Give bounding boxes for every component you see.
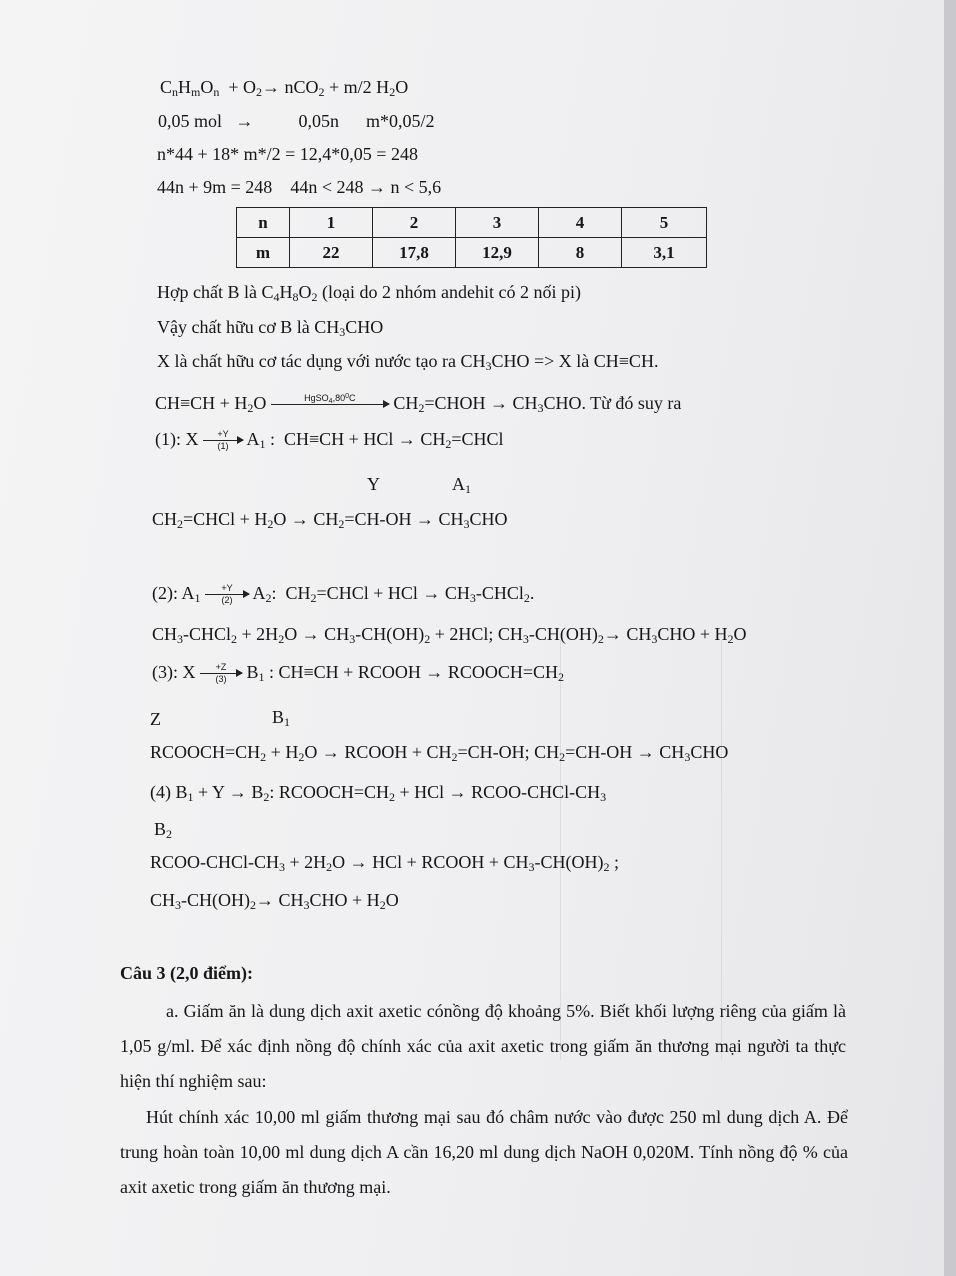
table-cell: 1: [290, 208, 373, 238]
condition-label: $HgSO_4,80^0C$: [304, 393, 356, 406]
table-cell: m: [237, 238, 290, 268]
label-b2: $B_2$: [154, 819, 173, 841]
reaction-3: (3): X $\frac{+Z}{(3)}$ $B_1$ : CH≡CH + RCOOH → $RCOOCH=CH_2$: [152, 662, 565, 685]
arrow-1: [203, 430, 243, 451]
label-b1: $B_1$: [272, 707, 291, 729]
table-cell: 3: [456, 208, 539, 238]
arrow-2: [205, 584, 249, 605]
table-cell: 3,1: [622, 238, 707, 268]
question-3-part-a: a. Giấm ăn là dung dịch axit axetic cónồng độ khoảng 5%. Biết khối lượng riêng của giấm là 1,05 g/ml. Để xác định nồng độ chính xác của axit axetic trong giấm ăn thương mại người ta thực hiện thí nghiệm sau:: [120, 1001, 846, 1091]
question-3-title: Câu 3 (2,0 điểm):: [120, 963, 253, 983]
reaction-2: (2): $A_1$ $\frac{+Y}{(2)}$ $A_2$: $CH_2=CHCl$ + HCl → $CH_3-CHCl_2$.: [152, 583, 535, 606]
reaction-hydration: $CH\equiv CH + H_2O$ $HgSO_4,80^0C$ $CH_2=CHOH \to CH_3CHO$. Từ đó suy ra: [155, 393, 682, 415]
table-row: [237, 238, 707, 268]
arrow-2-top: +Y: [221, 583, 233, 594]
label-a1: $A_1$: [452, 474, 471, 496]
table-cell: 8: [539, 238, 622, 268]
text-compound-b: Hợp chất B là $C_4H_8O_2$ (loại do 2 nhóm andehit có 2 nối pi): [157, 282, 581, 304]
table-cell: n: [237, 208, 290, 238]
reaction-4-cont: RCOO-$CHCl-CH_3 + 2H_2O$ → HCl + RCOOH + $CH_3-CH(OH)_2$ ;: [150, 852, 620, 874]
arrow-1-bottom: (1): [217, 441, 229, 452]
calc-eq: 44n + 9m = 248: [157, 177, 273, 197]
arrow-hydration: [271, 394, 389, 415]
equation-combustion: $C_nH_mO_n + O_2\to nCO_2 + m/2$ $H_2O$: [160, 77, 409, 99]
question-3-experiment: Hút chính xác 10,00 ml giấm thương mại sau đó châm nước vào được 250 ml dung dịch A. Để trung hoàn toàn 10,00 ml dung dịch A cần 16,20 ml dung dịch NaOH 0,020M. Tính nồng độ % của axit axetic trong giấm ăn thương mại.: [120, 1107, 848, 1197]
arrow-2-bottom: (2): [221, 595, 233, 606]
mol-h2o: m*0,05/2: [366, 111, 435, 131]
table-cell: 4: [539, 208, 622, 238]
table-row: [237, 208, 707, 238]
reaction-4-end: $CH_3-CH(OH)_2\to CH_3CHO + H_2O$: [150, 890, 399, 912]
page-edge: [944, 0, 956, 1276]
arrow-3: [200, 663, 242, 684]
calc-line-3: n*44 + 18* m*/2 = 12,4*0,05 = 248: [157, 144, 418, 164]
reaction-2-cont: $CH_3-CHCl_2 + 2H_2O \to CH_3-CH(OH)_2 + 2HCl$; $CH_3-CH(OH)_2\to CH_3CHO + H_2O$: [152, 624, 747, 646]
arrow-3-bottom: (3): [215, 674, 227, 685]
reaction-1-cont: $CH_2=CHCl + H_2O \to CH_2=CH-OH \to CH_3CHO$: [152, 509, 508, 531]
reaction-3-cont: $RCOOCH=CH_2 + H_2O$ → RCOOH + $CH_2=CH-OH$; $CH_2=CH-OH \to CH_3CHO$: [150, 742, 729, 764]
table-cell: 2: [373, 208, 456, 238]
table-cell: 12,9: [456, 238, 539, 268]
table-cell: 5: [622, 208, 707, 238]
arrow-1-top: +Y: [217, 429, 229, 440]
table-cell: 22: [290, 238, 373, 268]
reaction-4: (4) $B_1 + Y \to B_2$: $RCOOCH=CH_2$ + HCl → RCOO-$CHCl-CH_3$: [150, 782, 607, 804]
calc-line-4: 44n + 9m = 248 44n < 248 → n < 5,6: [157, 177, 442, 197]
calc-result: n < 5,6: [390, 177, 442, 197]
mol-value: 0,05 mol: [158, 111, 223, 131]
mol-line: 0,05 mol → 0,05n m*0,05/2: [158, 111, 435, 131]
arrow-3-top: +Z: [215, 662, 227, 673]
n-m-table: [236, 207, 707, 268]
label-z: Z: [150, 709, 161, 729]
mol-co2: 0,05n: [298, 111, 340, 131]
text-conclusion-b: Vậy chất hữu cơ B là $CH_3CHO$: [157, 317, 384, 339]
reaction-1: (1): X $\frac{+Y}{(1)}$ $A_1$ : CH≡CH + HCl → $CH_2=CHCl$: [155, 429, 504, 452]
calc-ineq: 44n < 248: [290, 177, 364, 197]
table-cell: 17,8: [373, 238, 456, 268]
text-x-identity: X là chất hữu cơ tác dụng với nước tạo ra $CH_3CHO => X$ là CH≡CH.: [157, 351, 659, 373]
label-y: Y: [367, 474, 380, 494]
